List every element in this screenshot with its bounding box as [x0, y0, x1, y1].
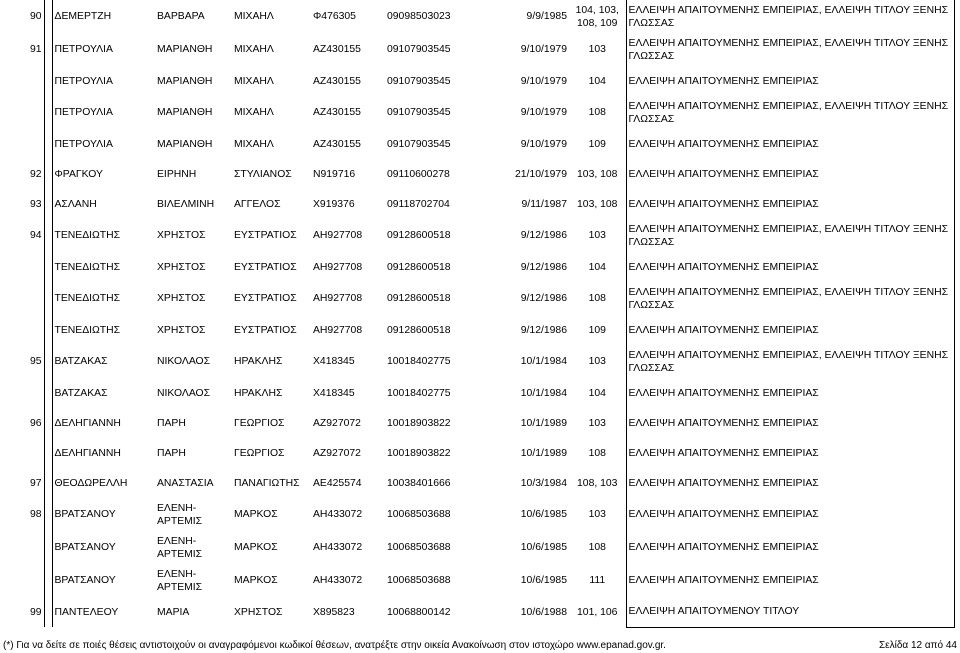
row-number: [26, 282, 44, 315]
table-body: [26, 0, 954, 627]
first-name-cell: ΕΙΡΗΝΗ: [157, 168, 197, 180]
row-number: 92: [26, 159, 44, 189]
positions-cell: 108: [588, 107, 606, 118]
table-row: [26, 564, 954, 597]
row-number: [26, 129, 44, 159]
spacer: [44, 159, 52, 189]
row-number: [26, 96, 44, 129]
birth-date-cell: 9/10/1979: [520, 107, 567, 118]
code-cell: 10018903822: [387, 447, 451, 459]
row-number: 99: [26, 597, 44, 627]
birth-date-cell: 10/1/1984: [520, 356, 567, 367]
surname-cell: ΤΕΝΕΔΙΩΤΗΣ: [54, 324, 121, 336]
birth-date-cell: 10/3/1984: [520, 477, 567, 489]
reason-cell: ΕΛΛΕΙΨΗ ΑΠΑΙΤΟΥΜΕΝΗΣ ΕΜΠΕΙΡΙΑΣ: [626, 66, 954, 96]
father-name-cell: ΗΡΑΚΛΗΣ: [234, 387, 283, 399]
first-name-cell: ΧΡΗΣΤΟΣ: [157, 324, 206, 336]
id-card-cell: Ν919716: [313, 168, 356, 180]
code-cell: 10038401666: [387, 477, 451, 489]
table-row: [26, 438, 954, 468]
reason-cell: ΕΛΛΕΙΨΗ ΑΠΑΙΤΟΥΜΕΝΗΣ ΕΜΠΕΙΡΙΑΣ: [626, 159, 954, 189]
positions-cell: 103: [588, 509, 606, 520]
table-row: [26, 408, 954, 438]
id-card-cell: ΑΕ425574: [313, 477, 362, 489]
row-number: 94: [26, 219, 44, 252]
row-number: [26, 438, 44, 468]
birth-date-cell: 9/12/1986: [520, 261, 567, 273]
reason-cell: ΕΛΛΕΙΨΗ ΑΠΑΙΤΟΥΜΕΝΗΣ ΕΜΠΕΙΡΙΑΣ: [626, 468, 954, 498]
first-name-cell: ΝΙΚΟΛΑΟΣ: [157, 356, 211, 367]
birth-date-cell: 9/11/1987: [521, 198, 567, 210]
positions-cell: 103, 108: [577, 198, 618, 210]
surname-cell: ΑΣΛΑΝΗ: [54, 198, 97, 210]
reason-cell: ΕΛΛΕΙΨΗ ΑΠΑΙΤΟΥΜΕΝΗΣ ΕΜΠΕΙΡΙΑΣ, ΕΛΛΕΙΨΗ ΤΙΤΛΟΥ ΞΕΝΗΣ ΓΛΩΣΣΑΣ: [626, 33, 954, 66]
code-cell: 10018402775: [387, 387, 451, 399]
row-number: 96: [26, 408, 44, 438]
first-name-cell: ΕΛΕΝΗ- ΑΡΤΕΜΙΣ: [157, 502, 203, 527]
reason-cell: ΕΛΛΕΙΨΗ ΑΠΑΙΤΟΥΜΕΝΗΣ ΕΜΠΕΙΡΙΑΣ: [626, 564, 954, 597]
first-name-cell: ΕΛΕΝΗ- ΑΡΤΕΜΙΣ: [157, 568, 203, 593]
first-name-cell: ΑΝΑΣΤΑΣΙΑ: [157, 477, 214, 489]
table-row: [26, 129, 954, 159]
table-row: [26, 66, 954, 96]
table-row: [26, 315, 954, 345]
first-name-cell: ΕΛΕΝΗ- ΑΡΤΕΜΙΣ: [157, 535, 203, 560]
surname-cell: ΦΡΑΓΚΟΥ: [54, 168, 103, 180]
spacer: [44, 378, 52, 408]
birth-date-cell: 9/12/1986: [520, 293, 567, 304]
footer-note: (*) Για να δείτε σε ποιές θέσεις αντιστοιχούν οι αναγραφόμενοι κωδικοί θέσεων, ανατρέξτε στην οικεία Ανακοίνωση στον ιστοχώρο www.epanad.gov.gr.: [3, 640, 666, 651]
table-row: [26, 159, 954, 189]
table-row: [26, 33, 954, 66]
rejected-candidates-table: [26, 0, 955, 628]
surname-cell: ΔΕΛΗΓΙΑΝΝΗ: [54, 417, 121, 429]
first-name-cell: ΝΙΚΟΛΑΟΣ: [157, 387, 211, 399]
reason-cell: ΕΛΛΕΙΨΗ ΑΠΑΙΤΟΥΜΕΝΗΣ ΕΜΠΕΙΡΙΑΣ, ΕΛΛΕΙΨΗ ΤΙΤΛΟΥ ΞΕΝΗΣ ΓΛΩΣΣΑΣ: [626, 345, 954, 378]
table-row: [26, 252, 954, 282]
row-number: [26, 66, 44, 96]
id-card-cell: Χ895823: [313, 606, 355, 618]
father-name-cell: ΑΓΓΕΛΟΣ: [234, 198, 281, 210]
positions-cell: 103: [588, 356, 606, 367]
code-cell: 09118702704: [387, 198, 450, 210]
reason-cell: ΕΛΛΕΙΨΗ ΑΠΑΙΤΟΥΜΕΝΗΣ ΕΜΠΕΙΡΙΑΣ, ΕΛΛΕΙΨΗ ΤΙΤΛΟΥ ΞΕΝΗΣ ΓΛΩΣΣΑΣ: [626, 0, 954, 33]
birth-date-cell: 21/10/1979: [514, 168, 567, 180]
spacer: [44, 0, 52, 33]
table-row: [26, 498, 954, 531]
id-card-cell: ΑΗ433072: [313, 575, 363, 586]
code-cell: 10068503688: [387, 575, 451, 586]
code-cell: 09128600518: [387, 324, 451, 336]
table-row: [26, 345, 954, 378]
spacer: [44, 468, 52, 498]
father-name-cell: ΜΑΡΚΟΣ: [234, 542, 278, 553]
spacer: [44, 282, 52, 315]
spacer: [44, 408, 52, 438]
id-card-cell: ΑΗ927708: [313, 230, 363, 241]
first-name-cell: ΜΑΡΙΑΝΘΗ: [157, 138, 213, 150]
father-name-cell: ΜΙΧΑΗΛ: [234, 11, 274, 22]
birth-date-cell: 10/6/1985: [520, 542, 567, 553]
row-number: [26, 252, 44, 282]
positions-cell: 104: [588, 387, 606, 399]
birth-date-cell: 9/12/1986: [520, 324, 567, 336]
birth-date-cell: 9/10/1979: [520, 138, 567, 150]
table-row: [26, 378, 954, 408]
father-name-cell: ΓΕΩΡΓΙΟΣ: [234, 447, 285, 459]
code-cell: 09128600518: [387, 261, 451, 273]
row-number: [26, 315, 44, 345]
positions-cell: 108: [588, 542, 606, 553]
code-cell: 09128600518: [387, 293, 451, 304]
spacer: [44, 219, 52, 252]
code-cell: 09107903545: [387, 138, 451, 150]
birth-date-cell: 10/1/1989: [520, 447, 567, 459]
father-name-cell: ΜΙΧΑΗΛ: [234, 44, 274, 55]
spacer: [44, 66, 52, 96]
spacer: [44, 33, 52, 66]
birth-date-cell: 10/6/1988: [520, 606, 567, 618]
first-name-cell: ΜΑΡΙΑΝΘΗ: [157, 44, 213, 55]
spacer: [44, 345, 52, 378]
reason-cell: ΕΛΛΕΙΨΗ ΑΠΑΙΤΟΥΜΕΝΗΣ ΕΜΠΕΙΡΙΑΣ: [626, 531, 954, 564]
id-card-cell: Φ476305: [313, 11, 356, 22]
positions-cell: 103: [588, 44, 606, 55]
surname-cell: ΒΑΤΖΑΚΑΣ: [54, 356, 108, 367]
spacer: [44, 438, 52, 468]
id-card-cell: ΑΖ430155: [313, 44, 361, 55]
reason-cell: ΕΛΛΕΙΨΗ ΑΠΑΙΤΟΥΜΕΝΗΣ ΕΜΠΕΙΡΙΑΣ: [626, 438, 954, 468]
positions-cell: 108, 103: [577, 477, 618, 489]
positions-cell: 103: [588, 417, 606, 429]
first-name-cell: ΜΑΡΙΑ: [157, 606, 190, 618]
surname-cell: ΔΕΛΗΓΙΑΝΝΗ: [54, 447, 121, 459]
spacer: [44, 531, 52, 564]
first-name-cell: ΒΙΛΕΛΜΙΝΗ: [157, 198, 215, 210]
reason-cell: ΕΛΛΕΙΨΗ ΑΠΑΙΤΟΥΜΕΝΟΥ ΤΙΤΛΟΥ: [626, 597, 954, 627]
first-name-cell: ΠΑΡΗ: [157, 447, 186, 459]
birth-date-cell: 10/6/1985: [520, 575, 567, 586]
positions-cell: 103, 108: [577, 168, 618, 180]
row-number: 90: [26, 0, 44, 33]
reason-cell: ΕΛΛΕΙΨΗ ΑΠΑΙΤΟΥΜΕΝΗΣ ΕΜΠΕΙΡΙΑΣ: [626, 315, 954, 345]
positions-cell: 109: [588, 138, 606, 150]
surname-cell: ΒΡΑΤΣΑΝΟΥ: [54, 575, 116, 586]
surname-cell: ΠΕΤΡΟΥΛΙΑ: [54, 107, 113, 118]
father-name-cell: ΕΥΣΤΡΑΤΙΟΣ: [234, 293, 297, 304]
positions-cell: 104, 103, 108, 109: [575, 4, 619, 29]
father-name-cell: ΜΑΡΚΟΣ: [234, 575, 278, 586]
code-cell: 10068800142: [387, 606, 451, 618]
id-card-cell: ΑΖ430155: [313, 75, 361, 87]
table-row: [26, 189, 954, 219]
table-row: [26, 219, 954, 252]
birth-date-cell: 10/6/1985: [520, 509, 567, 520]
reason-cell: ΕΛΛΕΙΨΗ ΑΠΑΙΤΟΥΜΕΝΗΣ ΕΜΠΕΙΡΙΑΣ, ΕΛΛΕΙΨΗ ΤΙΤΛΟΥ ΞΕΝΗΣ ΓΛΩΣΣΑΣ: [626, 219, 954, 252]
reason-cell: ΕΛΛΕΙΨΗ ΑΠΑΙΤΟΥΜΕΝΗΣ ΕΜΠΕΙΡΙΑΣ: [626, 129, 954, 159]
surname-cell: ΠΕΤΡΟΥΛΙΑ: [54, 75, 113, 87]
surname-cell: ΠΑΝΤΕΛΕΟΥ: [54, 606, 119, 618]
spacer: [44, 564, 52, 597]
id-card-cell: ΑΖ430155: [313, 107, 361, 118]
birth-date-cell: 10/1/1984: [520, 387, 567, 399]
spacer: [44, 252, 52, 282]
id-card-cell: ΑΗ433072: [313, 509, 363, 520]
surname-cell: ΤΕΝΕΔΙΩΤΗΣ: [54, 230, 121, 241]
first-name-cell: ΧΡΗΣΤΟΣ: [157, 261, 206, 273]
birth-date-cell: 10/1/1989: [520, 417, 567, 429]
first-name-cell: ΧΡΗΣΤΟΣ: [157, 230, 206, 241]
code-cell: 09107903545: [387, 107, 451, 118]
reason-cell: ΕΛΛΕΙΨΗ ΑΠΑΙΤΟΥΜΕΝΗΣ ΕΜΠΕΙΡΙΑΣ: [626, 189, 954, 219]
reason-cell: ΕΛΛΕΙΨΗ ΑΠΑΙΤΟΥΜΕΝΗΣ ΕΜΠΕΙΡΙΑΣ, ΕΛΛΕΙΨΗ ΤΙΤΛΟΥ ΞΕΝΗΣ ΓΛΩΣΣΑΣ: [626, 96, 954, 129]
birth-date-cell: 9/9/1985: [526, 11, 567, 22]
father-name-cell: ΜΙΧΑΗΛ: [234, 75, 274, 87]
id-card-cell: Χ418345: [313, 356, 355, 367]
surname-cell: ΔΕΜΕΡΤΖΗ: [54, 11, 112, 22]
birth-date-cell: 9/12/1986: [520, 230, 567, 241]
row-number: 93: [26, 189, 44, 219]
id-card-cell: ΑΖ927072: [313, 447, 361, 459]
birth-date-cell: 9/10/1979: [520, 75, 567, 87]
row-number: [26, 531, 44, 564]
id-card-cell: Χ418345: [313, 387, 355, 399]
table-row: [26, 282, 954, 315]
father-name-cell: ΕΥΣΤΡΑΤΙΟΣ: [234, 261, 297, 273]
code-cell: 09110600278: [387, 168, 450, 180]
code-cell: 09107903545: [387, 75, 451, 87]
code-cell: 09107903545: [387, 44, 451, 55]
positions-cell: 109: [588, 324, 606, 336]
row-number: 98: [26, 498, 44, 531]
row-number: 91: [26, 33, 44, 66]
spacer: [44, 597, 52, 627]
father-name-cell: ΕΥΣΤΡΑΤΙΟΣ: [234, 230, 297, 241]
father-name-cell: ΜΑΡΚΟΣ: [234, 509, 278, 520]
reason-cell: ΕΛΛΕΙΨΗ ΑΠΑΙΤΟΥΜΕΝΗΣ ΕΜΠΕΙΡΙΑΣ: [626, 498, 954, 531]
spacer: [44, 96, 52, 129]
first-name-cell: ΜΑΡΙΑΝΘΗ: [157, 107, 213, 118]
positions-cell: 104: [588, 75, 606, 87]
reason-cell: ΕΛΛΕΙΨΗ ΑΠΑΙΤΟΥΜΕΝΗΣ ΕΜΠΕΙΡΙΑΣ, ΕΛΛΕΙΨΗ ΤΙΤΛΟΥ ΞΕΝΗΣ ΓΛΩΣΣΑΣ: [626, 282, 954, 315]
first-name-cell: ΜΑΡΙΑΝΘΗ: [157, 75, 213, 87]
positions-cell: 108: [588, 447, 606, 459]
positions-cell: 103: [588, 230, 606, 241]
reason-cell: ΕΛΛΕΙΨΗ ΑΠΑΙΤΟΥΜΕΝΗΣ ΕΜΠΕΙΡΙΑΣ: [626, 252, 954, 282]
table-row: [26, 0, 954, 33]
table-row: [26, 96, 954, 129]
father-name-cell: ΧΡΗΣΤΟΣ: [234, 606, 283, 618]
code-cell: 09098503023: [387, 11, 451, 22]
row-number: 95: [26, 345, 44, 378]
first-name-cell: ΧΡΗΣΤΟΣ: [157, 293, 206, 304]
father-name-cell: ΕΥΣΤΡΑΤΙΟΣ: [234, 324, 297, 336]
code-cell: 10068503688: [387, 509, 451, 520]
father-name-cell: ΜΙΧΑΗΛ: [234, 138, 274, 150]
row-number: [26, 564, 44, 597]
id-card-cell: ΑΗ927708: [313, 261, 363, 273]
id-card-cell: ΑΗ927708: [313, 293, 363, 304]
first-name-cell: ΒΑΡΒΑΡΑ: [157, 11, 205, 22]
code-cell: 10068503688: [387, 542, 451, 553]
positions-cell: 101, 106: [577, 606, 618, 618]
surname-cell: ΠΕΤΡΟΥΛΙΑ: [54, 138, 113, 150]
birth-date-cell: 9/10/1979: [520, 44, 567, 55]
father-name-cell: ΗΡΑΚΛΗΣ: [234, 356, 283, 367]
surname-cell: ΠΕΤΡΟΥΛΙΑ: [54, 44, 113, 55]
id-card-cell: ΑΗ433072: [313, 542, 363, 553]
spacer: [44, 189, 52, 219]
reason-cell: ΕΛΛΕΙΨΗ ΑΠΑΙΤΟΥΜΕΝΗΣ ΕΜΠΕΙΡΙΑΣ: [626, 408, 954, 438]
reason-cell: ΕΛΛΕΙΨΗ ΑΠΑΙΤΟΥΜΕΝΗΣ ΕΜΠΕΙΡΙΑΣ: [626, 378, 954, 408]
code-cell: 10018903822: [387, 417, 451, 429]
father-name-cell: ΓΕΩΡΓΙΟΣ: [234, 417, 285, 429]
table-row: [26, 531, 954, 564]
surname-cell: ΘΕΟΔΩΡΕΛΛΗ: [54, 477, 128, 489]
code-cell: 10018402775: [387, 356, 451, 367]
surname-cell: ΤΕΝΕΔΙΩΤΗΣ: [54, 261, 121, 273]
code-cell: 09128600518: [387, 230, 451, 241]
id-card-cell: ΑΖ430155: [313, 138, 361, 150]
first-name-cell: ΠΑΡΗ: [157, 417, 186, 429]
surname-cell: ΒΡΑΤΣΑΝΟΥ: [54, 509, 116, 520]
surname-cell: ΒΑΤΖΑΚΑΣ: [54, 387, 108, 399]
positions-cell: 104: [588, 261, 606, 273]
spacer: [44, 315, 52, 345]
father-name-cell: ΣΤΥΛΙΑΝΟΣ: [234, 168, 292, 180]
spacer: [44, 498, 52, 531]
spacer: [44, 129, 52, 159]
row-number: [26, 378, 44, 408]
surname-cell: ΤΕΝΕΔΙΩΤΗΣ: [54, 293, 121, 304]
positions-cell: 108: [588, 293, 606, 304]
positions-cell: 111: [589, 575, 606, 586]
id-card-cell: Χ919376: [313, 198, 355, 210]
id-card-cell: ΑΖ927072: [313, 417, 361, 429]
father-name-cell: ΠΑΝΑΓΙΩΤΗΣ: [234, 477, 300, 489]
father-name-cell: ΜΙΧΑΗΛ: [234, 107, 274, 118]
page-number: Σελίδα 12 από 44: [878, 640, 957, 651]
table-row: [26, 468, 954, 498]
surname-cell: ΒΡΑΤΣΑΝΟΥ: [54, 542, 116, 553]
row-number: 97: [26, 468, 44, 498]
id-card-cell: ΑΗ927708: [313, 324, 363, 336]
table-row: [26, 597, 954, 627]
